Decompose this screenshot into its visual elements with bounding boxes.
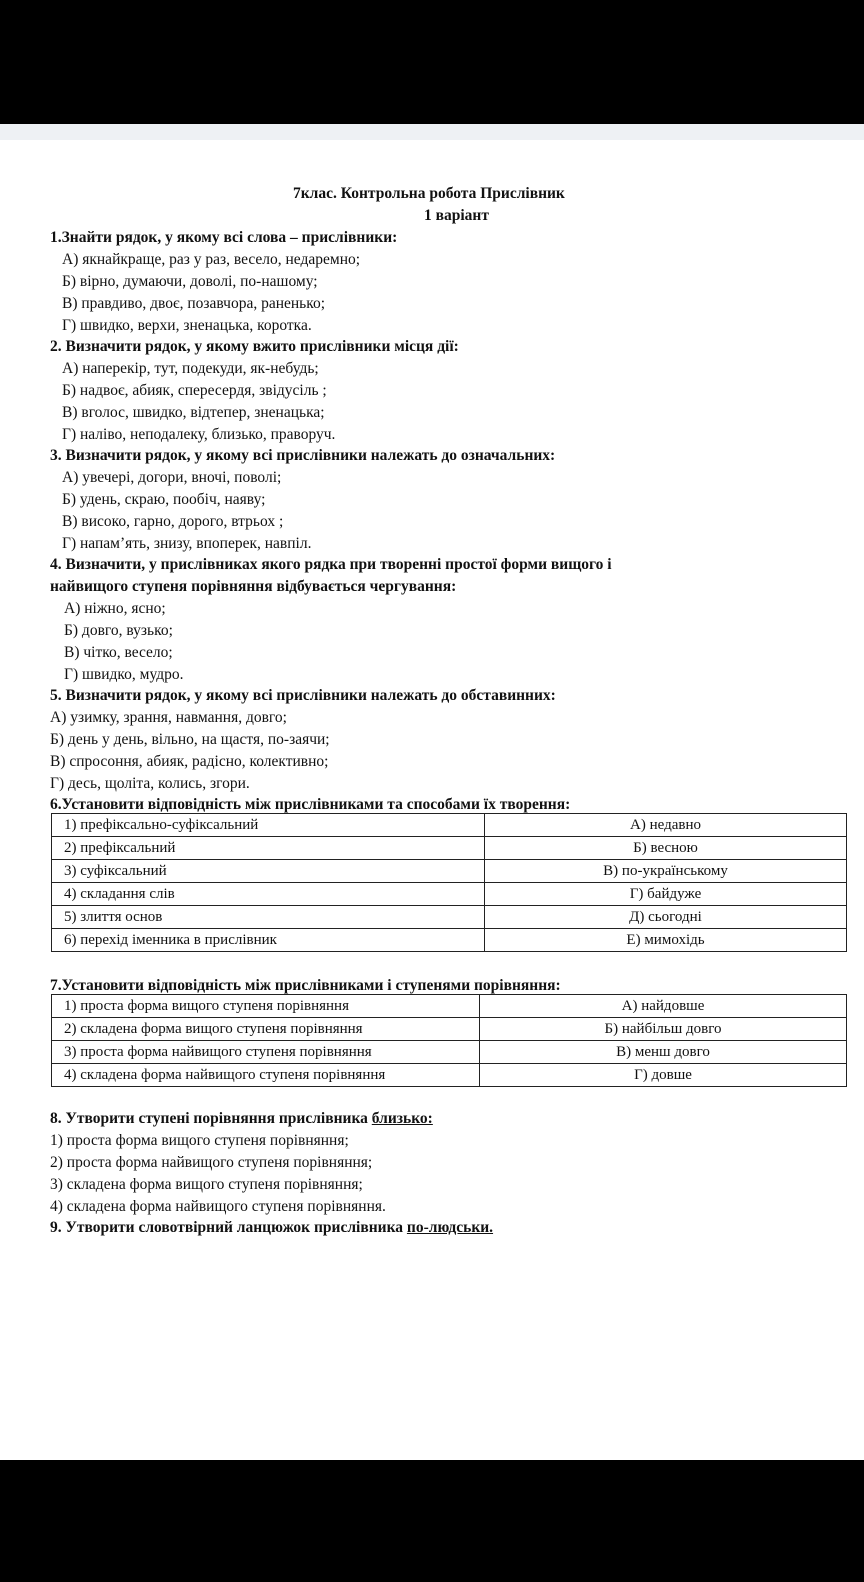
table-row bbox=[52, 837, 847, 860]
q7-left-4: 4) складена форма найвищого ступеня порівняння bbox=[52, 1064, 480, 1087]
table-row bbox=[52, 1041, 847, 1064]
q6-question: 6.Установити відповідність між прислівниками та способами їх творення: bbox=[50, 796, 571, 813]
q6-right-6: Е) мимохідь bbox=[485, 929, 847, 952]
q1-option-d: Г) швидко, верхи, зненацька, коротка. bbox=[62, 317, 312, 334]
q4-option-b: Б) довго, вузько; bbox=[64, 622, 173, 639]
table-row bbox=[52, 929, 847, 952]
q4-option-c: В) чітко, весело; bbox=[64, 644, 173, 661]
q7-question: 7.Установити відповідність між прислівниками і ступенями порівняння: bbox=[50, 977, 561, 994]
q6-right-4: Г) байдуже bbox=[485, 883, 847, 906]
q4-question-line1: 4. Визначити, у прислівниках якого рядка при творенні простої форми вищого і bbox=[50, 556, 612, 573]
q3-option-b: Б) удень, скраю, пообіч, наяву; bbox=[62, 491, 266, 508]
q2-option-d: Г) наліво, неподалеку, близько, праворуч. bbox=[62, 426, 336, 443]
q7-right-2: Б) найбільш довго bbox=[480, 1018, 847, 1041]
q5-option-c: В) спросоння, абияк, радісно, колективно; bbox=[50, 753, 329, 770]
bottom-black-bar bbox=[0, 1460, 864, 1582]
variant-label: 1 варіант bbox=[424, 207, 489, 224]
top-light-strip bbox=[0, 124, 864, 140]
q5-option-a: А) узимку, зрання, навмання, довго; bbox=[50, 709, 287, 726]
q4-option-d: Г) швидко, мудро. bbox=[64, 666, 184, 683]
table-row bbox=[52, 1064, 847, 1087]
q2-option-c: В) вголос, швидко, відтепер, зненацька; bbox=[62, 404, 325, 421]
q3-option-d: Г) напам’ять, знизу, впоперек, навпіл. bbox=[62, 535, 312, 552]
q1-question: 1.Знайти рядок, у якому всі слова – прислівники: bbox=[50, 229, 398, 246]
q8-word: близько: bbox=[371, 1110, 433, 1127]
q3-option-a: А) увечері, догори, вночі, поволі; bbox=[62, 469, 282, 486]
q6-left-6: 6) перехід іменника в прислівник bbox=[52, 929, 485, 952]
q6-left-3: 3) суфіксальний bbox=[52, 860, 485, 883]
q7-right-3: В) менш довго bbox=[480, 1041, 847, 1064]
q7-left-1: 1) проста форма вищого ступеня порівняння bbox=[52, 995, 480, 1018]
q7-right-4: Г) довше bbox=[480, 1064, 847, 1087]
q8-item-2: 2) проста форма найвищого ступеня порівняння; bbox=[50, 1154, 373, 1171]
q2-option-a: А) наперекір, тут, подекуди, як-небудь; bbox=[62, 360, 319, 377]
top-black-bar bbox=[0, 0, 864, 124]
q6-right-1: А) недавно bbox=[485, 814, 847, 837]
q2-option-b: Б) надвоє, абияк, спересердя, звідусіль ; bbox=[62, 382, 327, 399]
table-row bbox=[52, 995, 847, 1018]
table-row bbox=[52, 814, 847, 837]
q6-right-2: Б) весною bbox=[485, 837, 847, 860]
table-row bbox=[52, 860, 847, 883]
q5-option-d: Г) десь, щоліта, колись, згори. bbox=[50, 775, 250, 792]
q6-left-5: 5) злиття основ bbox=[52, 906, 485, 929]
page-title: 7клас. Контрольна робота Прислівник bbox=[293, 185, 565, 202]
q8-item-4: 4) складена форма найвищого ступеня порівняння. bbox=[50, 1198, 386, 1215]
q4-option-a: А) ніжно, ясно; bbox=[64, 600, 166, 617]
q9-word: по-людськи. bbox=[406, 1219, 494, 1236]
q6-left-4: 4) складання слів bbox=[52, 883, 485, 906]
document-page bbox=[0, 140, 864, 1460]
q6-left-2: 2) префіксальний bbox=[52, 837, 485, 860]
q5-option-b: Б) день у день, вільно, на щастя, по-заячи; bbox=[50, 731, 330, 748]
q5-question: 5. Визначити рядок, у якому всі прислівники належать до обставинних: bbox=[50, 687, 556, 704]
q4-question-line2: найвищого ступеня порівняння відбувається чергування: bbox=[50, 578, 457, 595]
q8-question-text: 8. Утворити ступені порівняння прислівника bbox=[50, 1110, 372, 1127]
q2-question: 2. Визначити рядок, у якому вжито прислівники місця дії: bbox=[50, 338, 459, 355]
q7-left-2: 2) складена форма вищого ступеня порівняння bbox=[52, 1018, 480, 1041]
q6-right-3: В) по-українському bbox=[485, 860, 847, 883]
q8-item-1: 1) проста форма вищого ступеня порівняння; bbox=[50, 1132, 349, 1149]
table-row bbox=[52, 883, 847, 906]
q7-table bbox=[51, 994, 847, 1087]
q3-option-c: В) високо, гарно, дорого, втрьох ; bbox=[62, 513, 284, 530]
q1-option-b: Б) вірно, думаючи, доволі, по-нашому; bbox=[62, 273, 318, 290]
q6-table bbox=[51, 813, 847, 952]
q1-option-a: А) якнайкраще, раз у раз, весело, недаремно; bbox=[62, 251, 361, 268]
q3-question: 3. Визначити рядок, у якому всі прислівники належать до означальних: bbox=[50, 447, 556, 464]
q7-left-3: 3) проста форма найвищого ступеня порівняння bbox=[52, 1041, 480, 1064]
table-row bbox=[52, 1018, 847, 1041]
q6-right-5: Д) сьогодні bbox=[485, 906, 847, 929]
table-row bbox=[52, 906, 847, 929]
q1-option-c: В) правдиво, двоє, позавчора, раненько; bbox=[62, 295, 326, 312]
q6-left-1: 1) префіксально-суфіксальний bbox=[52, 814, 485, 837]
q9-question-text: 9. Утворити словотвірний ланцюжок прислівника bbox=[50, 1219, 407, 1236]
q8-item-3: 3) складена форма вищого ступеня порівняння; bbox=[50, 1176, 363, 1193]
q9-question bbox=[50, 1218, 493, 1238]
q7-right-1: А) найдовше bbox=[480, 995, 847, 1018]
q8-question bbox=[50, 1109, 433, 1129]
